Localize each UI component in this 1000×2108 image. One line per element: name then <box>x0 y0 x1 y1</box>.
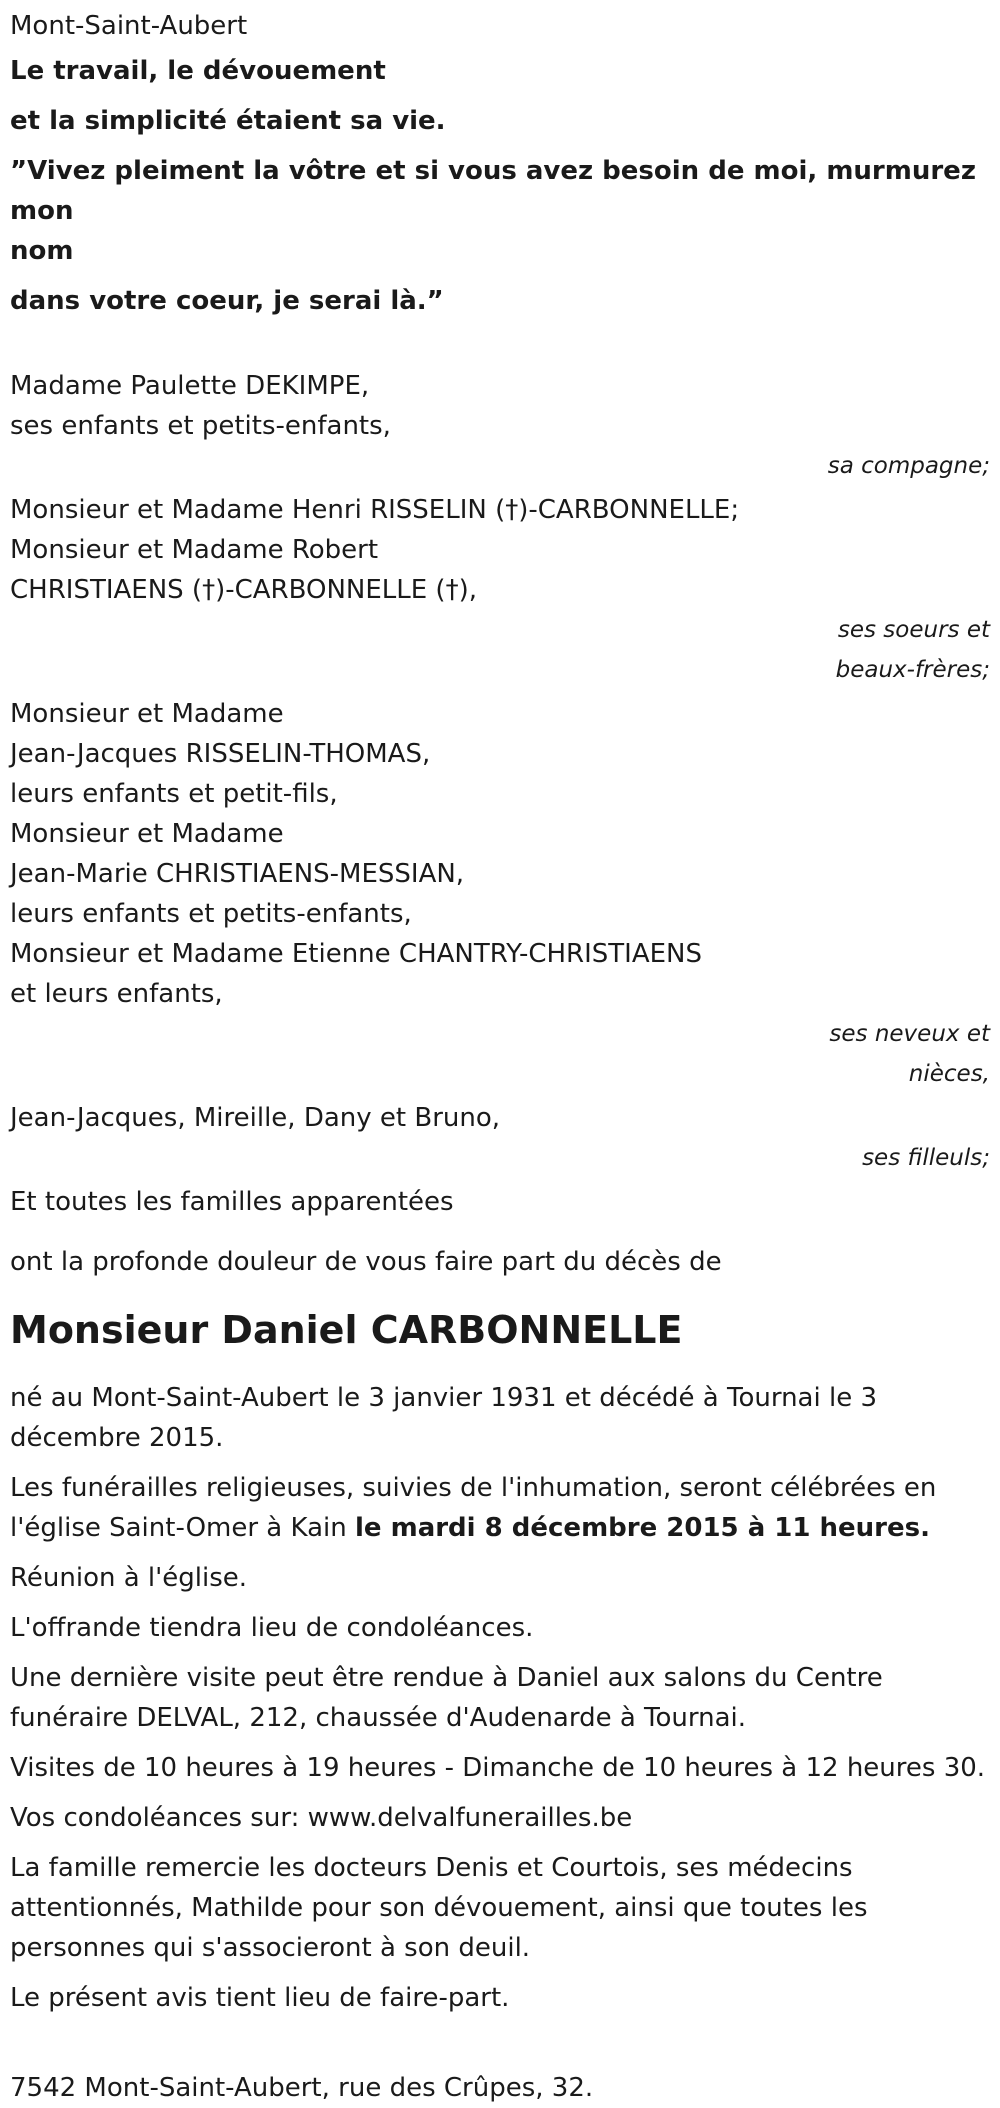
other-families: Et toutes les familles apparentées <box>10 1187 454 1217</box>
siblings-line: Monsieur et Madame Henri RISSELIN (†)-CARBONNELLE; <box>10 495 740 525</box>
quote-line-4: nom <box>10 236 74 266</box>
thanks-text: La famille remercie les docteurs Denis et Courtois, ses médecins attentionnés, Mathilde pour son dévouement, ainsi que toutes les personnes qui s'associeront à son deuil. <box>10 1853 868 1963</box>
quote-line-5: dans votre coeur, je serai là.” <box>10 286 444 316</box>
visit-info: Une dernière visite peut être rendue à Daniel aux salons du Centre funéraire DELVAL, 212, chaussée d'Audenarde à Tournai. <box>10 1663 883 1733</box>
funeral-info <box>10 1468 995 1548</box>
visit-hours: Visites de 10 heures à 19 heures - Dimanche de 10 heures à 12 heures 30. <box>10 1753 986 1783</box>
meeting-info: Réunion à l'église. <box>10 1563 248 1593</box>
quote-line-3: ”Vivez pleiment la vôtre et si vous avez besoin de moi, murmurez mon <box>10 156 976 226</box>
godchildren-role: ses filleuls; <box>862 1145 990 1171</box>
family-siblings <box>10 490 995 690</box>
funeral-date: le mardi 8 décembre 2015 à 11 heures. <box>355 1513 930 1543</box>
address: 7542 Mont-Saint-Aubert, rue des Crûpes, 32. <box>10 2073 594 2103</box>
companion-role: sa compagne; <box>827 453 990 479</box>
place-header: Mont-Saint-Aubert <box>10 11 248 41</box>
nephews-line: Jean-Jacques RISSELIN-THOMAS, <box>10 739 431 769</box>
deceased-name: Monsieur Daniel CARBONNELLE <box>10 1308 683 1352</box>
nephews-role: nièces, <box>908 1061 990 1087</box>
siblings-line: CHRISTIAENS (†)-CARBONNELLE (†), <box>10 575 477 605</box>
family-godchildren <box>10 1098 995 1178</box>
nephews-line: Jean-Marie CHRISTIAENS-MESSIAN, <box>10 859 465 889</box>
offering-info: L'offrande tiendra lieu de condoléances. <box>10 1613 534 1643</box>
condolences-link: Vos condoléances sur: www.delvalfunerailles.be <box>10 1803 633 1833</box>
quote-block <box>10 46 995 326</box>
notice-text: Le présent avis tient lieu de faire-part. <box>10 1983 510 2013</box>
godchildren-line: Jean-Jacques, Mireille, Dany et Bruno, <box>10 1103 501 1133</box>
siblings-line: Monsieur et Madame Robert <box>10 535 379 565</box>
family-nephews <box>10 694 995 1094</box>
siblings-role: beaux-frères; <box>835 657 990 683</box>
announcement: ont la profonde douleur de vous faire part du décès de <box>10 1247 722 1277</box>
family-companion <box>10 366 995 486</box>
funeral-text: Les funérailles religieuses, suivies de l'inhumation, seront célébrées en l'église Saint-Omer à Kain <box>10 1473 937 1543</box>
quote-line-1: Le travail, le dévouement <box>10 56 386 86</box>
quote-line-2: et la simplicité étaient sa vie. <box>10 106 446 136</box>
companion-line: ses enfants et petits-enfants, <box>10 411 391 441</box>
obituary-page <box>0 6 995 2108</box>
nephews-line: Monsieur et Madame <box>10 819 284 849</box>
birth-death: né au Mont-Saint-Aubert le 3 janvier 1931 et décédé à Tournai le 3 décembre 2015. <box>10 1383 878 1453</box>
nephews-line: et leurs enfants, <box>10 979 223 1009</box>
companion-line: Madame Paulette DEKIMPE, <box>10 371 370 401</box>
siblings-role: ses soeurs et <box>837 617 990 643</box>
details-block <box>10 1378 995 2018</box>
nephews-role: ses neveux et <box>829 1021 990 1047</box>
nephews-line: leurs enfants et petits-enfants, <box>10 899 412 929</box>
nephews-line: leurs enfants et petit-fils, <box>10 779 338 809</box>
nephews-line: Monsieur et Madame Etienne CHANTRY-CHRISTIAENS <box>10 939 702 969</box>
nephews-line: Monsieur et Madame <box>10 699 284 729</box>
